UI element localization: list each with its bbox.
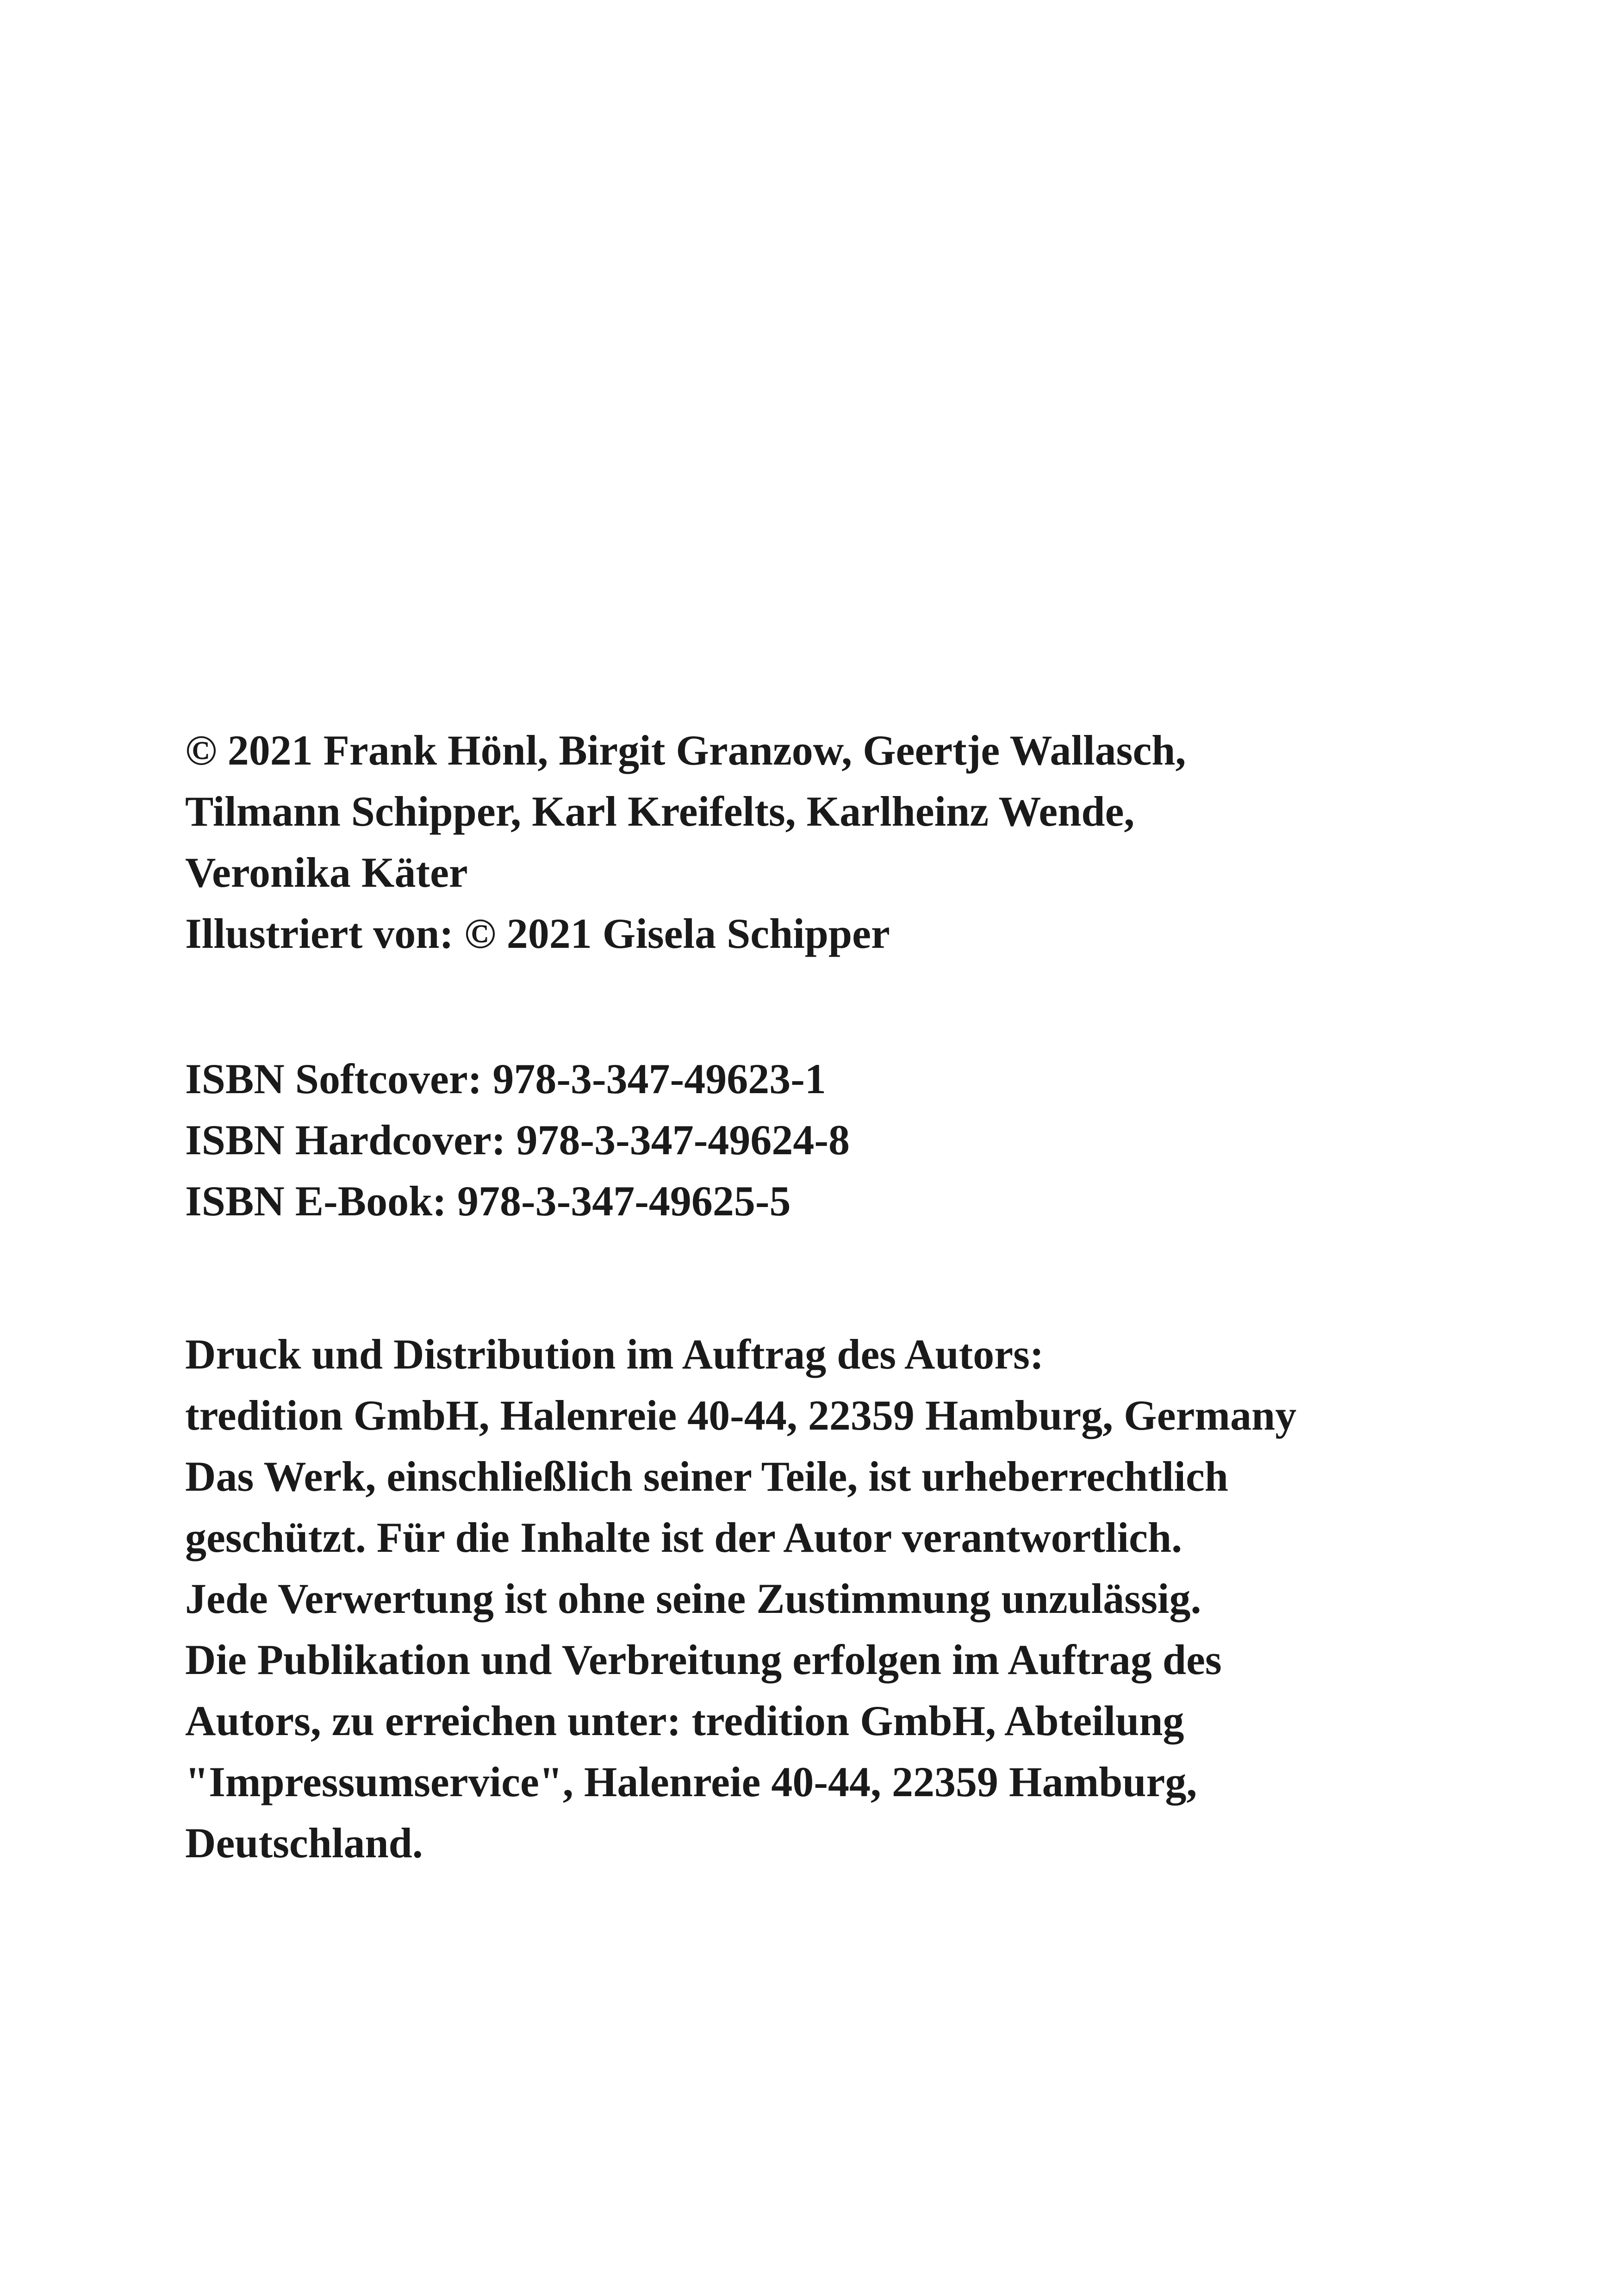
imprint-line-9: Deutschland. bbox=[185, 1819, 423, 1867]
imprint-line-3: Das Werk, einschließlich seiner Teile, ist urheberrechtlich bbox=[185, 1453, 1228, 1500]
imprint-line-7: Autors, zu erreichen unter: tredition GmbH, Abteilung bbox=[185, 1697, 1184, 1744]
illustrator-line: Illustriert von: © 2021 Gisela Schipper bbox=[185, 910, 890, 957]
isbn-hardcover: ISBN Hardcover: 978-3-347-49624-8 bbox=[185, 1116, 850, 1164]
isbn-softcover: ISBN Softcover: 978-3-347-49623-1 bbox=[185, 1055, 826, 1102]
imprint-line-6: Die Publikation und Verbreitung erfolgen im Auftrag des bbox=[185, 1636, 1222, 1683]
copyright-authors-line-3: Veronika Käter bbox=[185, 849, 468, 896]
copyright-block bbox=[185, 720, 1186, 964]
imprint-block bbox=[185, 1324, 1296, 1873]
imprint-line-2: tredition GmbH, Halenreie 40-44, 22359 Hamburg, Germany bbox=[185, 1392, 1297, 1439]
imprint-line-8: "Impressumservice", Halenreie 40-44, 22359 Hamburg, bbox=[185, 1758, 1197, 1805]
isbn-block bbox=[185, 1048, 850, 1232]
imprint-line-5: Jede Verwertung ist ohne seine Zustimmung unzulässig. bbox=[185, 1575, 1201, 1622]
isbn-ebook: ISBN E-Book: 978-3-347-49625-5 bbox=[185, 1177, 791, 1225]
copyright-authors-line-2: Tilmann Schipper, Karl Kreifelts, Karlheinz Wende, bbox=[185, 788, 1135, 835]
imprint-line-4: geschützt. Für die Inhalte ist der Autor verantwortlich. bbox=[185, 1514, 1182, 1561]
imprint-line-1: Druck und Distribution im Auftrag des Autors: bbox=[185, 1331, 1044, 1378]
copyright-authors-line-1: © 2021 Frank Hönl, Birgit Granzow, Geertje Wallasch, bbox=[185, 727, 1186, 774]
